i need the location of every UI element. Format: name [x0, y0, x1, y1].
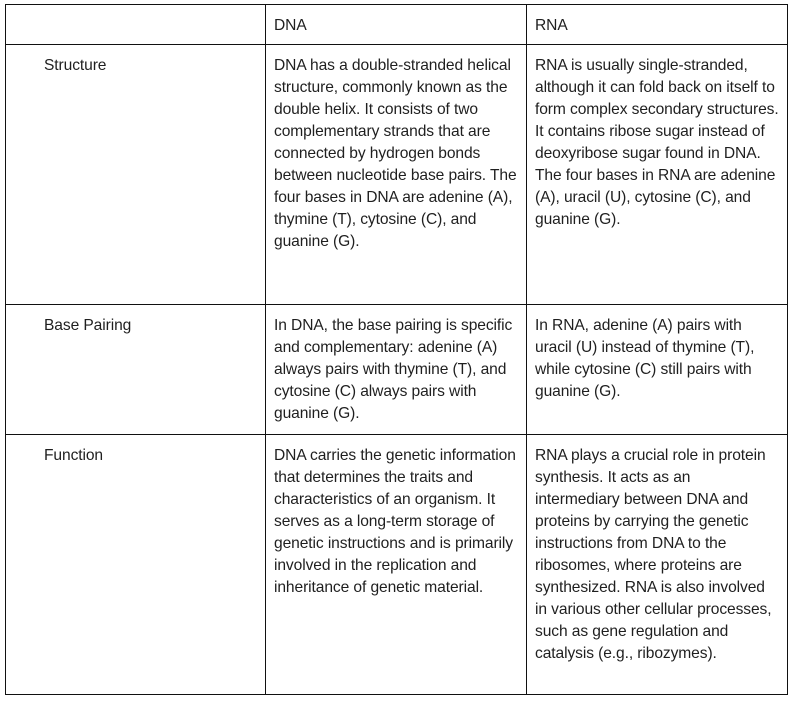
header-dna-text: DNA: [274, 17, 307, 34]
table-row-structure: [6, 45, 788, 305]
row-label-base-pairing: Base Pairing: [44, 317, 132, 334]
table-row-base-pairing: [6, 305, 788, 435]
table-row-function: [6, 435, 788, 695]
header-rna-text: RNA: [535, 17, 568, 34]
dna-structure-text: DNA has a double-stranded helical structure, commonly known as the double helix. It consists of two complementary strands that are connected by hydrogen bonds between nucleotide base pairs. The four bases in DNA are adenine (A), thymine (T), cytosine (C), and guanine (G).: [274, 57, 517, 250]
row-label-cell: [6, 305, 266, 435]
table-header-row: [6, 5, 788, 45]
rna-structure-text: RNA is usually single-stranded, although it can fold back on itself to form complex secondary structures. It contains ribose sugar instead of deoxyribose sugar found in DNA. The four bases in RNA are adenine (A), uracil (U), cytosine (C), and guanine (G).: [535, 57, 779, 228]
header-cell-dna: [266, 5, 527, 45]
dna-cell: [266, 45, 527, 305]
row-label-function: Function: [44, 447, 104, 464]
row-label-structure: Structure: [44, 57, 107, 74]
rna-cell: [527, 305, 788, 435]
comparison-table-container: [5, 4, 788, 695]
rna-function-text: RNA plays a crucial role in protein synthesis. It acts as an intermediary between DNA and proteins by carrying the genetic instructions from DNA to the ribosomes, where proteins are synthesized. RNA is also involved in various other cellular processes, such as gene regulation and catalysis (e.g., ribozymes).: [535, 447, 772, 662]
row-label-cell: [6, 435, 266, 695]
header-empty-text: [6, 5, 265, 15]
rna-cell: [527, 435, 788, 695]
dna-function-text: DNA carries the genetic information that determines the traits and characteristics of an organism. It serves as a long-term storage of genetic instructions and is primarily involved in the replication and inheritance of genetic material.: [274, 447, 516, 596]
row-label-cell: [6, 45, 266, 305]
dna-cell: [266, 435, 527, 695]
dna-rna-comparison-table: [5, 4, 788, 695]
header-cell-rna: [527, 5, 788, 45]
dna-base-pairing-text: In DNA, the base pairing is specific and complementary: adenine (A) always pairs with thymine (T), and cytosine (C) always pairs with guanine (G).: [274, 317, 513, 422]
rna-base-pairing-text: In RNA, adenine (A) pairs with uracil (U) instead of thymine (T), while cytosine (C) still pairs with guanine (G).: [535, 317, 755, 400]
dna-cell: [266, 305, 527, 435]
rna-cell: [527, 45, 788, 305]
header-cell-empty: [6, 5, 266, 45]
